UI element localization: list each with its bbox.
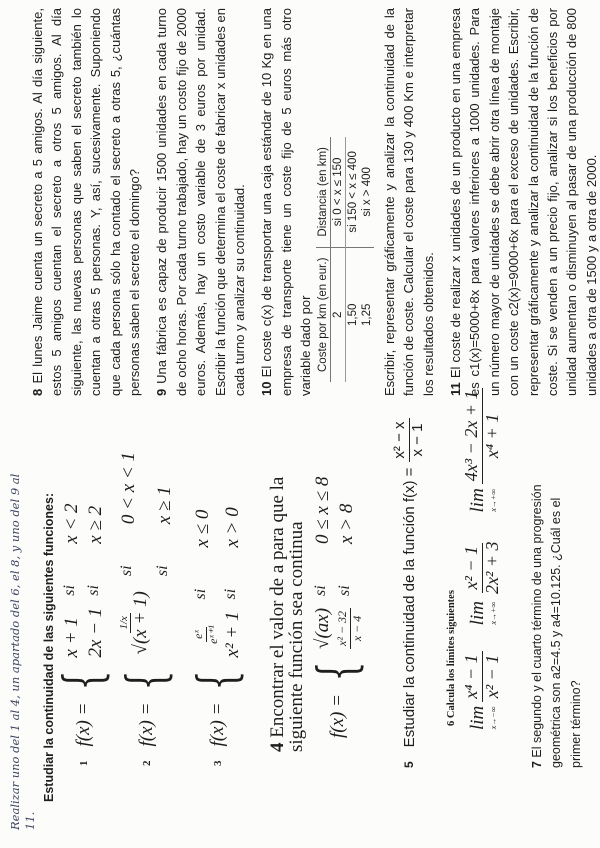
brace: { — [308, 661, 368, 682]
problem-2 — [118, 452, 176, 766]
denominator: eˣ⁺¹ — [205, 625, 220, 644]
brace: { — [116, 670, 177, 690]
problem-number: 9 — [154, 388, 170, 396]
lim-label: lim — [466, 488, 488, 513]
lim-subscript: x→−∞ — [488, 706, 498, 730]
table-cell: si 0 < x ≤ 150 — [330, 137, 345, 247]
lim-subscript: x→+∞ — [488, 601, 498, 625]
fraction — [392, 418, 426, 461]
column-header: Distancia (en km) — [316, 137, 331, 247]
table-row — [345, 137, 360, 382]
cost-distance-table — [316, 137, 374, 382]
case-cond: x > 8 — [336, 503, 358, 544]
problem-10 — [257, 8, 315, 396]
fraction — [336, 608, 363, 649]
right-column — [28, 8, 600, 396]
case-expr: √(ax) — [312, 607, 334, 649]
problem-number: 3 — [212, 760, 224, 766]
table-row — [360, 137, 374, 382]
case-cond: x > 0 — [221, 507, 243, 548]
case-expr: x² + 1 — [221, 611, 243, 658]
lim-operator — [467, 601, 498, 625]
problem-7 — [528, 468, 586, 768]
numerator: x⁴ − 1 — [462, 651, 483, 701]
piecewise-cases — [312, 477, 363, 649]
problem-text: El coste de realizar x unidades de un producto en una empresa es c1(x)=5000+8x para valores inferiores a 1000 unidades. Para un número mayor de unidades se debe abrir otra línea de montaje con un coste c2(x)=9000+6x para el exceso de unidades. Escribir, representar gráficamente y analizar la continuidad de la función de coste. Si se venden a un precio fijo, analizar si los beneficios por unidad aumentan o disminuyen al pasar de una producción de 800 unidades a otra de 1500 y a otra de 2000. — [447, 8, 599, 396]
table-cell: 1,50 — [345, 247, 360, 382]
denominator: 2x² + 3 — [481, 541, 502, 595]
lim-label: lim — [466, 705, 488, 730]
problem-4-text — [268, 452, 306, 752]
lim-label: lim — [466, 601, 488, 626]
limit-expression — [462, 538, 503, 625]
problem-number: 4 — [267, 742, 288, 752]
piecewise-cases — [192, 507, 243, 657]
problem-8 — [28, 8, 144, 396]
problem-text: Encontrar el valor de a para que la siguiente función sea continua — [267, 476, 307, 752]
case-si: si — [61, 585, 78, 596]
brace: { — [188, 670, 248, 690]
case-expr: 2x − 1 — [85, 607, 106, 658]
case-cond: x ≤ 0 — [192, 509, 214, 548]
problem-10-followup: Escribir, representar gráficamente y analizar la continuidad de la función de coste. Calcular el coste para 130 y 400 Km e interpretar los resultados obtenidos. — [381, 8, 436, 396]
table-cell: si x > 400 — [360, 167, 373, 217]
problem-text: Estudiar la continuidad de la función f(x) = — [400, 467, 418, 748]
case-cond: 0 ≤ x ≤ 8 — [312, 476, 334, 544]
denominator: x − 4 — [349, 615, 364, 642]
piecewise-cases — [118, 452, 176, 657]
fraction — [118, 588, 152, 657]
function-lhs: f(x) = — [73, 702, 94, 747]
numerator: 4x³ − 2x + 1 — [462, 388, 483, 485]
problem-11 — [446, 8, 600, 396]
numerator: x² − x — [392, 418, 410, 461]
problem-9 — [152, 8, 249, 396]
case-cond: x < 2 — [61, 503, 82, 544]
limit-expression — [462, 651, 503, 730]
problem-text: El segundo y el cuarto término de una progresión geométrica son a2=4.5 y a4=10.125. ¿Cuál es el primer término? — [530, 484, 583, 768]
case-si: si — [221, 588, 239, 600]
lim-operator — [467, 488, 498, 512]
problem-text: El lunes Jaime cuenta un secreto a 5 amigos. Al día siguiente, estos 5 amigos cuentan el secreto a otros 5 amigos. Al día siguiente, las nuevas personas que saben el secreto también lo cuentan a otras 5 personas. Y, así, sucesivamente. Suponiendo que cada persona sólo ha contado el secreto a otras 5, ¿cuántas personas saben el secreto el domingo? — [30, 8, 143, 396]
problem-text: Una fábrica es capaz de producir 1500 unidades en cada turno de ocho horas. Por cada turno trabajado, hay un costo fijo de 2000 euros. Además, hay un costo variable de 3 euros por unidad. Escribir la función que determina el coste de fabricar x unidades en cada turno y analizar su continuidad. — [154, 8, 248, 396]
fraction — [462, 651, 503, 701]
case-cond: 0 < x < 1 — [118, 452, 139, 525]
fraction — [462, 388, 503, 485]
table-cell: si 150 < x ≤ 400 — [346, 151, 359, 233]
denominator: √(x + 1) — [130, 591, 152, 655]
problem-1 — [54, 503, 114, 766]
table-header-row — [316, 137, 331, 382]
problem-number: 2 — [140, 760, 153, 766]
function-lhs: f(x) = — [135, 702, 157, 747]
case-si: si — [312, 585, 330, 596]
fraction — [462, 538, 503, 597]
case-si: si — [336, 585, 354, 596]
numerator: x² − 32 — [336, 608, 350, 649]
function-lhs: f(x) = — [327, 694, 348, 738]
problem-6-limits — [462, 388, 503, 730]
table-cell: 1,25 — [360, 247, 374, 382]
lim-subscript: x→+∞ — [488, 489, 498, 512]
problem-5 — [392, 418, 426, 768]
case-si: si — [118, 565, 135, 577]
problem-number: 10 — [259, 381, 275, 396]
case-si: si — [153, 565, 171, 577]
denominator: x² − 1 — [481, 654, 502, 699]
problem-number: 1 — [78, 760, 90, 766]
problem-number: 5 — [402, 761, 416, 768]
table-cell: 2 — [330, 247, 345, 382]
brace: { — [54, 670, 114, 690]
case-expr: x + 1 — [61, 617, 82, 658]
numerator: 1/x — [118, 613, 131, 632]
problem-3 — [188, 507, 248, 766]
fraction — [192, 612, 219, 658]
case-cond: x ≥ 2 — [85, 505, 106, 544]
function-lhs: f(x) = — [207, 702, 228, 747]
piecewise-cases — [61, 503, 107, 657]
case-si: si — [85, 585, 102, 596]
problem-6-label: 6 Calcula los límites siguientes — [446, 590, 457, 726]
denominator: x⁴ + 1 — [481, 413, 502, 459]
denominator: x − 1 — [408, 423, 426, 457]
problem-4-formula — [308, 476, 368, 738]
limit-expression — [462, 388, 503, 513]
problem-number: 11 — [447, 382, 463, 396]
table-row — [330, 137, 345, 382]
handwritten-instructions: Realizar uno del 1 al 4, un apartado del 6, el 8, y uno del 9 al 11. — [8, 473, 37, 830]
numerator: eˣ — [192, 627, 206, 642]
problem-number: 7 — [530, 761, 544, 768]
problem-number: 8 — [30, 388, 45, 396]
case-cond: x ≥ 1 — [153, 486, 175, 525]
problem-text: El coste c(x) de transportar una caja estándar de 10 Kg en una empresa de transporte tiene un coste fijo de 5 euros más otro variable dado por — [259, 8, 314, 396]
numerator: x² − 1 — [462, 543, 483, 593]
column-header: Coste por km (en eur.) — [316, 247, 331, 382]
case-si: si — [192, 588, 210, 600]
lim-operator — [467, 706, 498, 730]
continuity-heading: Estudiar la continuidad de las siguientes funciones: — [42, 492, 56, 802]
